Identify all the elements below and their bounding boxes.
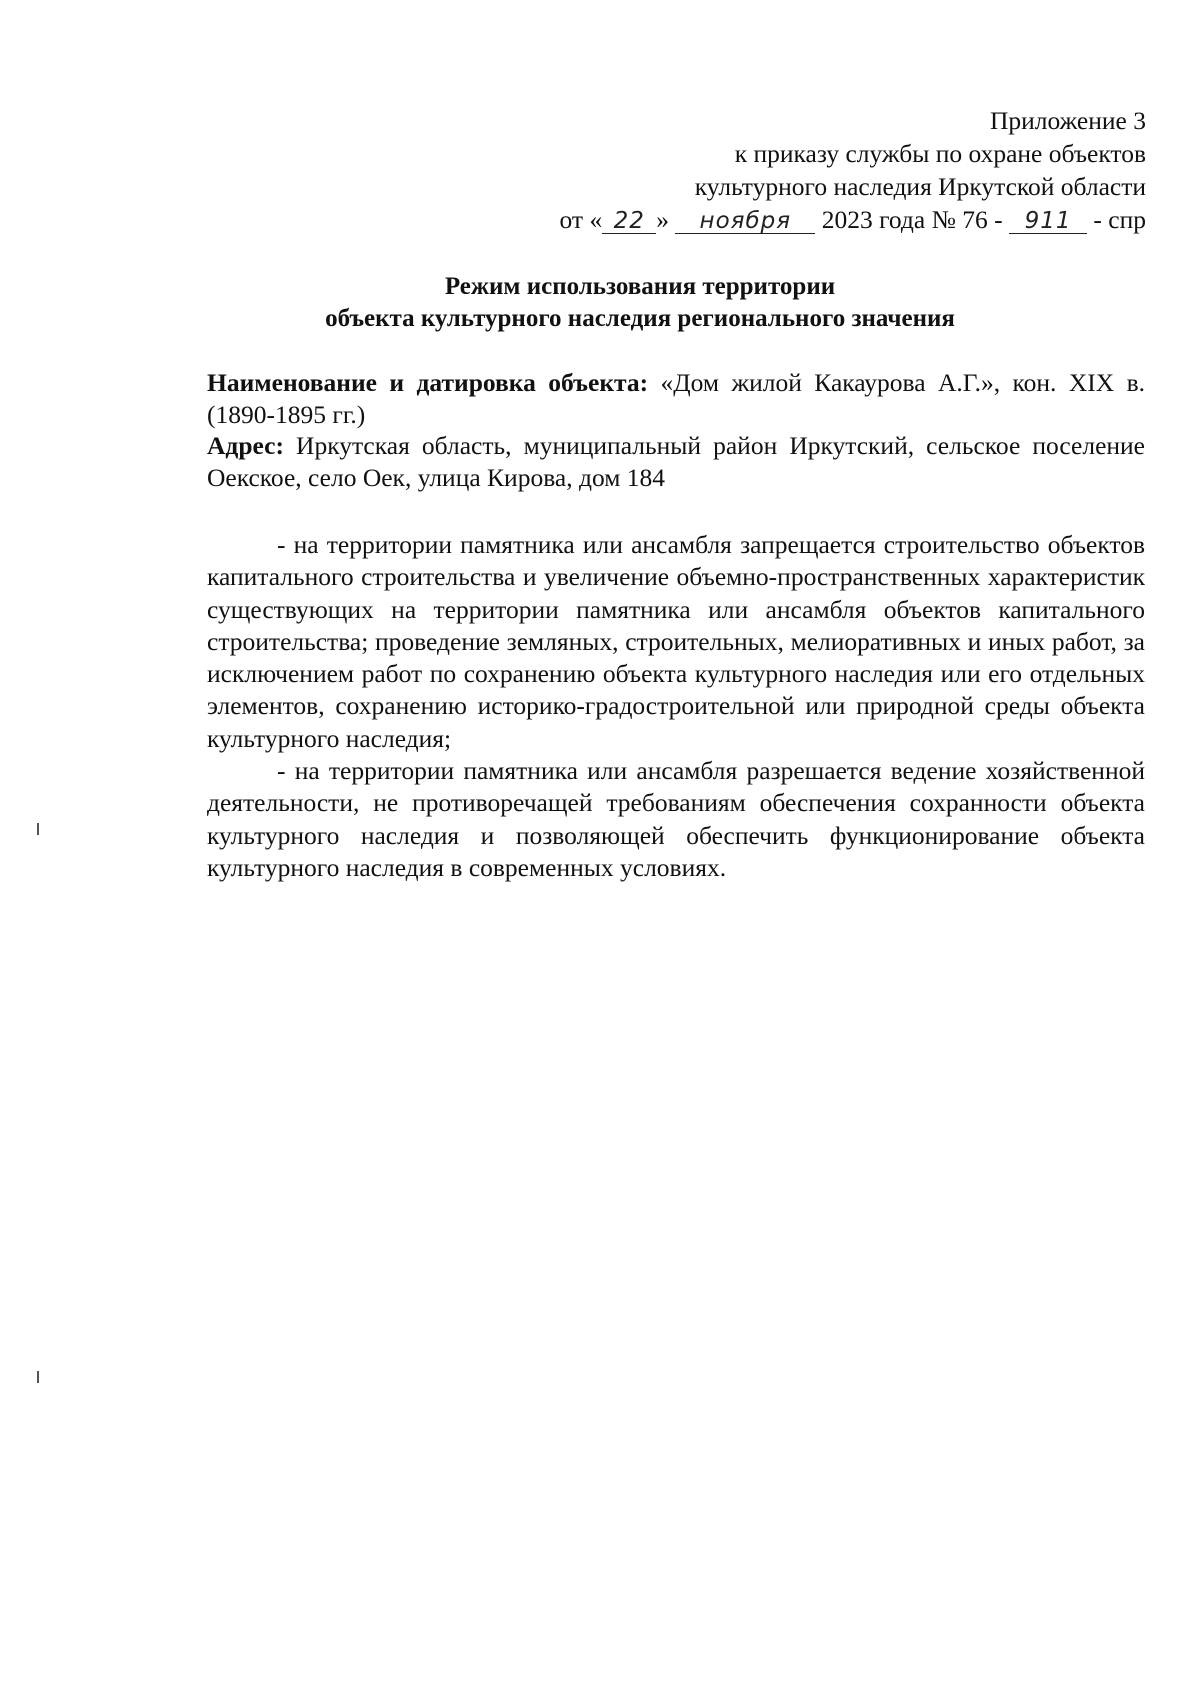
title-line-2: объекта культурного наследия регионального значения [325, 305, 955, 332]
appendix-header [560, 104, 1146, 236]
object-address-label: Адрес: [207, 431, 284, 460]
appendix-authority: культурного наследия Иркутской области [694, 172, 1146, 201]
object-name-label: Наименование и датировка объекта: [207, 368, 649, 397]
date-prefix: от « [559, 205, 603, 234]
object-address-value: Иркутская область, муниципальный район Иркутский, сельское поселение Оекское, село Оек, улица Кирова, дом 184 [207, 431, 1145, 492]
regime-permission: - на территории памятника или ансамбля разрешается ведение хозяйственной деятельности, не противоречащей требованиям обеспечения сохранности объекта культурного наследия и позволяющей обеспечить функционирование объекта культурного наследия в современных условиях. [207, 756, 1145, 882]
object-name-paragraph [207, 367, 1145, 430]
appendix-order-ref: к приказу службы по охране объектов [734, 139, 1146, 168]
order-suffix: - спр [1093, 205, 1146, 234]
appendix-date-line [560, 203, 1146, 236]
scan-mark [37, 1371, 39, 1383]
object-name-value: «Дом жилой Какаурова А.Г.», кон. XIX в. (1890-1895 гг.) [207, 368, 1145, 429]
scan-mark [37, 823, 39, 835]
date-mid: » [656, 205, 669, 234]
handwritten-month: ноября [675, 209, 815, 234]
object-address-paragraph [207, 430, 1145, 493]
handwritten-day: 22 [602, 209, 656, 234]
object-info [207, 367, 1145, 493]
regime-prohibition: - на территории памятника или ансамбля запрещается строительство объектов капитального строительства и увеличение объемно-пространственных характеристик существующих на территории памятника или ансамбля объектов капитального строительства; проведение земляных, строительных, мелиоративных и иных работ, за исключением работ по сохранению объекта культурного наследия или его отдельных элементов, сохранению историко-градостроительной или природной среды объекта культурного наследия; [207, 530, 1145, 753]
document-title [160, 271, 1120, 335]
appendix-number: Приложение 3 [990, 106, 1146, 135]
title-line-1: Режим использования территории [444, 273, 836, 300]
handwritten-order-number: 911 [1009, 209, 1087, 234]
regime-text [207, 529, 1145, 884]
date-year: 2023 года № 76 - [821, 205, 1003, 234]
